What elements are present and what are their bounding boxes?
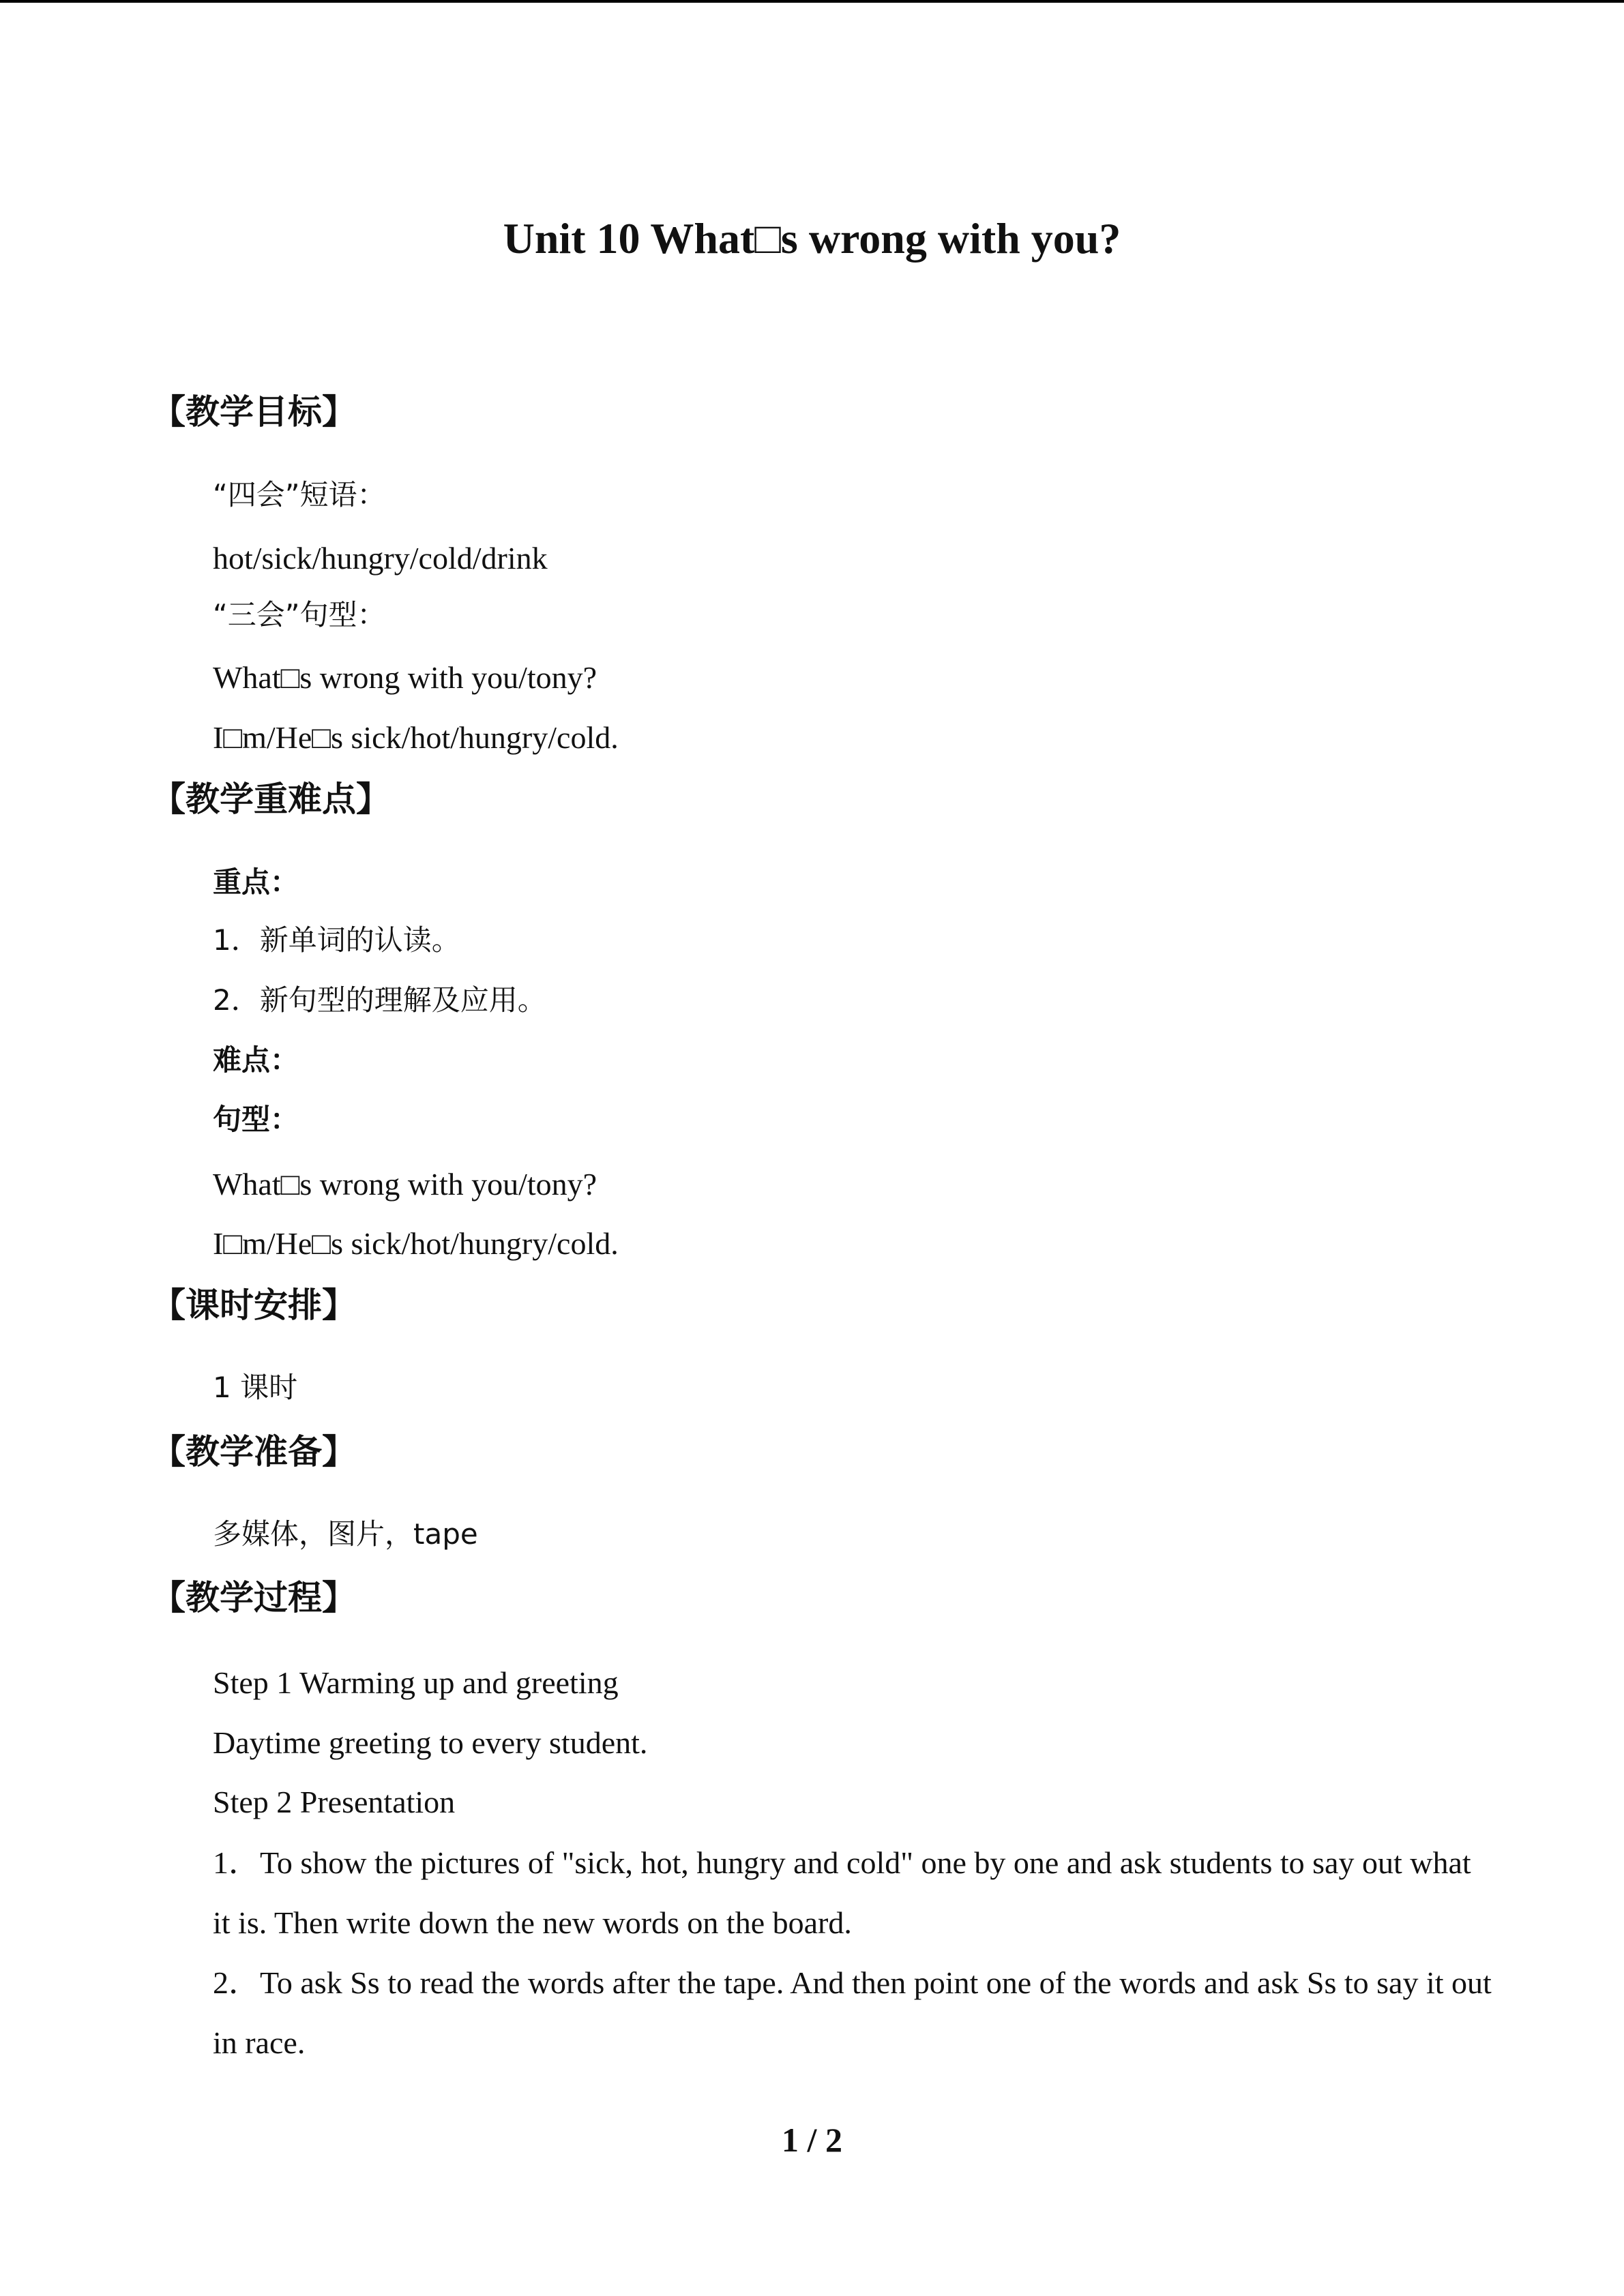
page-top-border — [0, 0, 1624, 3]
objectives-line-5: I□m/He□s sick/hot/hungry/cold. — [213, 720, 619, 755]
key-points-line-3: 2．新句型的理解及应用。 — [213, 983, 546, 1017]
process-line-5: 2．To ask Ss to read the words after the tape. And then point one of the words and ask Ss to say it out in race. — [213, 1965, 1492, 2060]
key-points-line-5: 句型： — [213, 1103, 299, 1136]
process-line-2: Daytime greeting to every student. — [213, 1725, 648, 1760]
key-points-line-7: I□m/He□s sick/hot/hungry/cold. — [213, 1226, 619, 1261]
heading-process: 【教学过程】 — [151, 1578, 356, 1617]
heading-key-points: 【教学重难点】 — [151, 779, 390, 819]
key-points-line-2: 1．新单词的认读。 — [213, 923, 460, 957]
objectives-line-4: What□s wrong with you/tony? — [213, 660, 597, 695]
key-points-line-1: 重点： — [213, 865, 299, 899]
process-line-4: 1．To show the pictures of "sick, hot, hungry and cold" one by one and ask students to say out what it is. Then write down the new words on the board. — [213, 1845, 1471, 1940]
schedule-line-1: 1 课时 — [213, 1371, 298, 1404]
key-points-line-6: What□s wrong with you/tony? — [213, 1167, 597, 1202]
heading-preparation: 【教学准备】 — [151, 1432, 356, 1472]
preparation-line-1: 多媒体，图片，tape — [213, 1517, 478, 1551]
process-line-3: Step 2 Presentation — [213, 1785, 456, 1819]
page-number: 1 / 2 — [782, 2121, 842, 2159]
objectives-line-2: hot/sick/hungry/cold/drink — [213, 541, 548, 576]
heading-schedule: 【课时安排】 — [151, 1285, 356, 1325]
heading-objectives: 【教学目标】 — [151, 392, 356, 432]
document-title: Unit 10 What□s wrong with you? — [503, 214, 1121, 263]
key-points-line-4: 难点： — [213, 1043, 299, 1077]
objectives-line-1: “四会”短语： — [213, 478, 386, 511]
process-line-1: Step 1 Warming up and greeting — [213, 1665, 619, 1700]
objectives-line-3: “三会”句型： — [213, 598, 386, 631]
